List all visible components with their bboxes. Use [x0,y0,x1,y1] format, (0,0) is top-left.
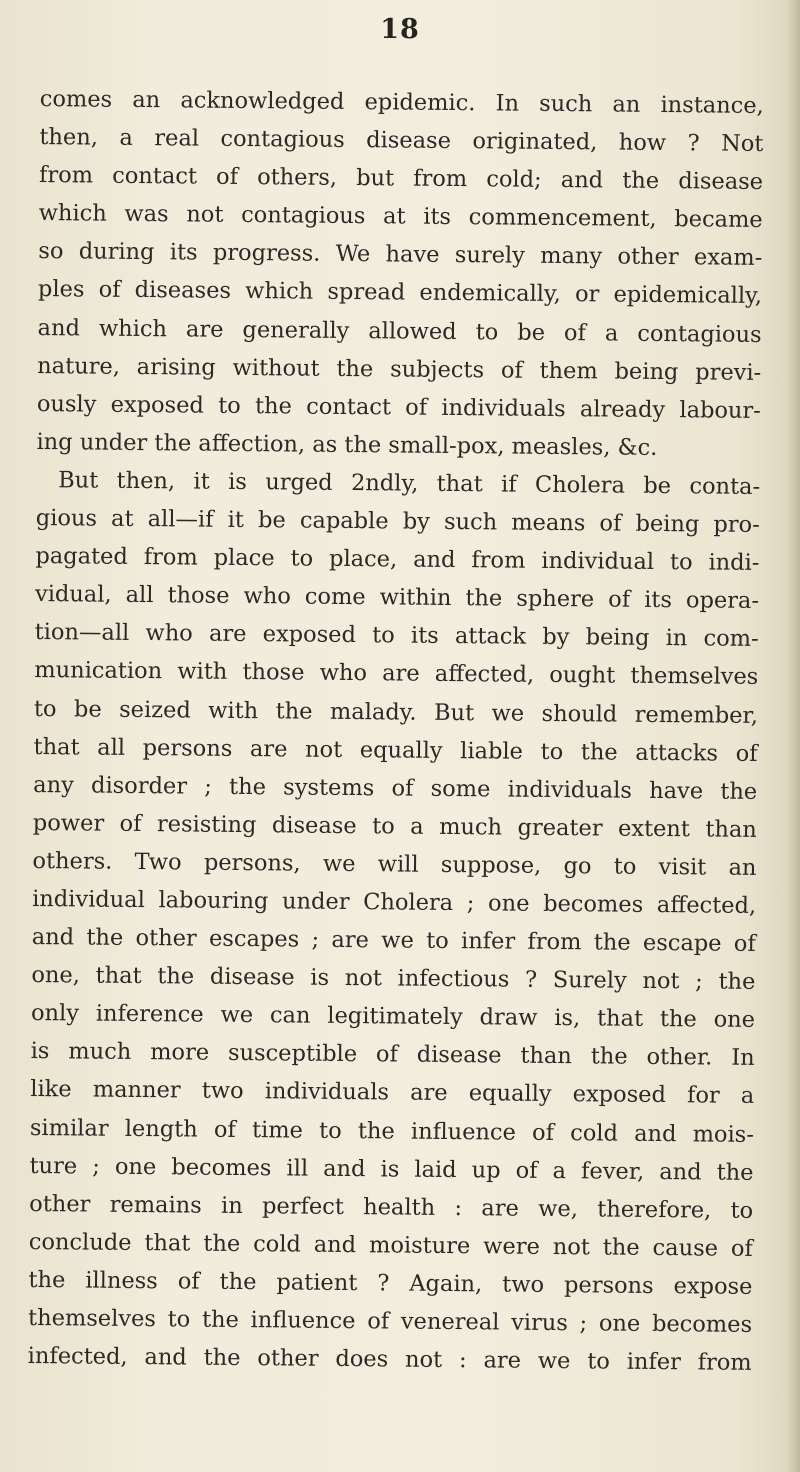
text-line: is much more susceptible of disease than the other. In [30,1038,755,1072]
text-line: like manner two individuals are equally exposed for a [30,1076,755,1110]
text-line: vidual, all those who come within the sphere of its opera- [34,581,760,615]
text-line: so during its progress. We have surely many other exam- [38,238,763,272]
text-line: gious at all—if it be capable by such means of being pro- [35,505,760,538]
text-line: ing under the affection, as the small-pox, measles, &c. [36,428,658,461]
text-line: individual labouring under Cholera ; one becomes affected, [32,885,757,919]
text-line: pagated from place to place, and from individual to indi- [35,543,760,577]
text-line: the illness of the patient ? Again, two persons expose [28,1266,753,1300]
text-line: munication with those who are affected, ought themselves [34,657,759,691]
text-line: other remains in perfect health : are we, therefore, to [29,1190,754,1224]
text-line: ples of diseases which spread endemically, or epidemically, [37,276,763,310]
text-line: then, a real contagious disease originated, how ? Not [39,124,764,158]
text-line: from contact of others, but from cold; and the disease [38,162,764,196]
text-line: But then, it is urged 2ndly, that if Cholera be conta- [58,467,761,500]
text-line: any disorder ; the systems of some individuals have the [33,771,758,805]
text-line: to be seized with the malady. But we should remember, [33,695,759,729]
page-number: 18 [380,14,420,45]
text-line: and the other escapes ; are we to infer from the escape of [31,924,756,957]
text-line: only inference we can legitimately draw is, that the one [30,1000,756,1034]
text-line: nature, arising without the subjects of them being previ- [37,352,762,386]
text-line: which was not contagious at its commencement, became [38,200,763,234]
text-line: infected, and the other does not : are we to infer from [27,1343,752,1376]
text-line: ture ; one becomes ill and is laid up of a fever, and the [29,1152,754,1186]
body-text [28,80,764,1382]
text-line: tion—all who are exposed to its attack by being in com- [34,619,759,653]
text-line: others. Two persons, we will suppose, go to visit an [32,847,757,881]
text-line: one, that the disease is not infectious ? Surely not ; the [31,962,756,996]
text-line: that all persons are not equally liable to the attacks of [33,733,758,767]
text-line: ously exposed to the contact of individuals already labour- [36,390,761,424]
page-edge-shadow [786,0,800,1472]
text-line: power of resisting disease to a much greater extent than [32,809,757,843]
text-line: similar length of time to the influence of cold and mois- [29,1114,755,1148]
text-line: conclude that the cold and moisture were not the cause of [28,1228,753,1262]
text-line: themselves to the influence of venereal virus ; one becomes [27,1304,753,1338]
text-line: and which are generally allowed to be of a contagious [37,314,762,348]
text-line: comes an acknowledged epidemic. In such an instance, [39,85,764,119]
